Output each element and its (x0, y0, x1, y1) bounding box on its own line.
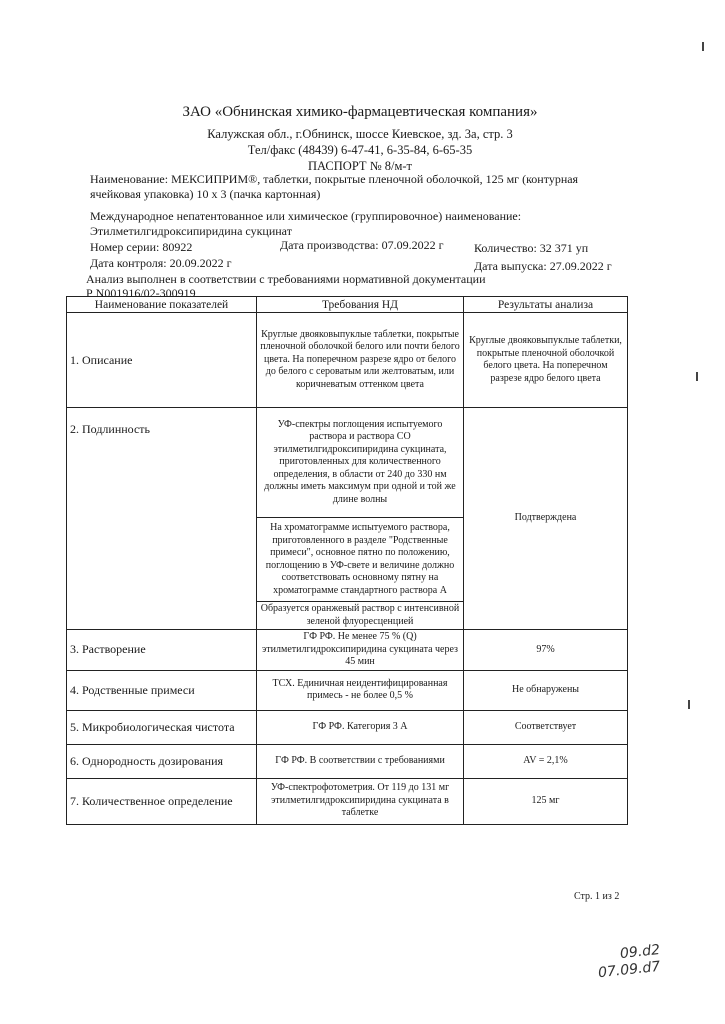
result-cell: Соответствует (464, 710, 628, 744)
indicator-cell: 3. Растворение (67, 630, 257, 671)
requirement-cell: Образуется оранжевый раствор с интенсивной зеленой флуоресценцией (257, 602, 464, 630)
release-date: Дата выпуска: 27.09.2022 г (474, 259, 612, 273)
control-date: Дата контроля: 20.09.2022 г (90, 256, 232, 270)
product-name-line1: Наименование: МЕКСИПРИМ®, таблетки, покрытые пленочной оболочкой, 125 мг (контурная (90, 172, 579, 186)
table-row (67, 313, 628, 408)
header-results: Результаты анализа (464, 297, 628, 313)
result-cell: 125 мг (464, 778, 628, 824)
analysis-note: Анализ выполнен в соответствии с требованиями нормативной документации (86, 272, 486, 286)
result-cell: Круглые двояковыпуклые таблетки, покрытые пленочной оболочкой белого цвета. На поперечном разрезе ядро белого цвета (464, 313, 628, 408)
company-name: ЗАО «Обнинская химико-фармацевтическая компания» (182, 104, 538, 120)
requirement-cell: ГФ РФ. В соответствии с требованиями (257, 744, 464, 778)
header-indicator: Наименование показателей (67, 297, 257, 313)
requirement-cell: УФ-спектрофотометрия. От 119 до 131 мг этилметилгидроксипиридина сукцината в таблетке (257, 778, 464, 824)
requirement-cell: ТСХ. Единичная неидентифицированная примесь - не более 0,5 % (257, 670, 464, 710)
indicator-cell: 4. Родственные примеси (67, 670, 257, 710)
requirement-cell: Круглые двояковыпуклые таблетки, покрытые пленочной оболочкой белого или почти белого цвета. На поперечном разрезе ядро от белого до белого с сероватым или желтоватым, или коричневатым оттенком цвета (257, 313, 464, 408)
indicator-cell: 5. Микробиологическая чистота (67, 710, 257, 744)
result-cell: Не обнаружены (464, 670, 628, 710)
table-row (67, 630, 628, 671)
production-date: Дата производства: 07.09.2022 г (280, 238, 444, 252)
table-row (67, 778, 628, 824)
indicator-cell: 2. Подлинность (67, 408, 257, 630)
margin-mark (702, 42, 704, 51)
result-cell: AV = 2,1% (464, 744, 628, 778)
page-number: Стр. 1 из 2 (574, 891, 620, 902)
table-row (67, 670, 628, 710)
indicator-cell: 7. Количественное определение (67, 778, 257, 824)
passport-number: ПАСПОРТ № 8/м-т (308, 159, 412, 173)
specification-table (66, 296, 628, 825)
company-phone: Тел/факс (48439) 6-47-41, 6-35-84, 6-65-35 (247, 143, 473, 157)
company-address: Калужская обл., г.Обнинск, шоссе Киевское, зд. 3а, стр. 3 (207, 127, 513, 141)
header-requirements: Требования НД (257, 297, 464, 313)
table-header-row (67, 297, 628, 313)
margin-mark (696, 372, 698, 381)
indicator-cell: 6. Однородность дозирования (67, 744, 257, 778)
series-number: Номер серии: 80922 (90, 240, 193, 254)
margin-mark (688, 700, 690, 709)
inn-value: Этилметилгидроксипиридина сукцинат (90, 224, 292, 238)
requirement-cell: ГФ РФ. Категория 3 А (257, 710, 464, 744)
requirement-cell: УФ-спектры поглощения испытуемого раствора и раствора СО этилметилгидроксипиридина сукцината, приготовленных для количественного определения, в области от 240 до 330 нм должны иметь максимум при одной и той же длине волны (257, 408, 464, 518)
registration-number: Р N001916/02-300919 (86, 286, 196, 300)
indicator-cell: 1. Описание (67, 313, 257, 408)
table-row (67, 408, 628, 518)
inn-label: Международное непатентованное или химическое (группировочное) наименование: (90, 209, 522, 223)
result-cell: Подтверждена (464, 408, 628, 630)
table-row (67, 744, 628, 778)
table-row (67, 710, 628, 744)
requirement-cell: На хроматограмме испытуемого раствора, приготовленного в разделе "Родственные примеси", основное пятно по положению, поглощению в УФ-свете и величине должно соответствовать основному пятну на хроматограмме стандартного раствора А (257, 518, 464, 602)
result-cell: 97% (464, 630, 628, 671)
handwritten-note-line1: 09.d2 (619, 941, 661, 963)
handwritten-note-line2: 07.09.d7 (597, 958, 661, 982)
requirement-cell: ГФ РФ. Не менее 75 % (Q) этилметилгидроксипиридина сукцината через 45 мин (257, 630, 464, 671)
quantity: Количество: 32 371 уп (474, 241, 589, 255)
product-name-line2: ячейковая упаковка) 10 х 3 (пачка картонная) (90, 187, 321, 201)
